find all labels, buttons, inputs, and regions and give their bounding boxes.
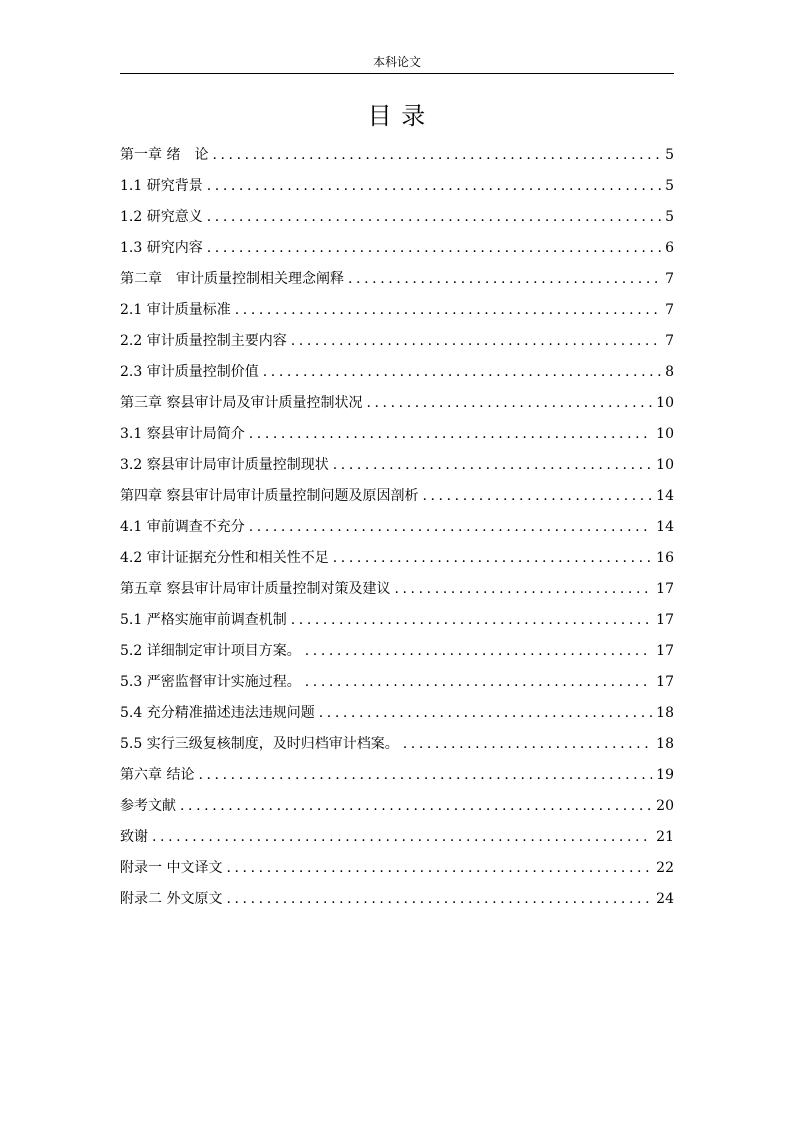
toc-entry-label: 2.2 审计质量控制主要内容 xyxy=(120,333,287,349)
toc-entry[interactable] xyxy=(120,171,674,202)
toc-entry[interactable] xyxy=(120,884,674,915)
toc-entry-label: 2.3 审计质量控制价值 xyxy=(120,364,259,380)
toc-entry-page-number: 10 xyxy=(656,395,674,411)
toc-entry-page-number: 17 xyxy=(656,612,674,628)
toc-entry[interactable] xyxy=(120,729,674,760)
toc-entry[interactable] xyxy=(120,760,674,791)
table-of-contents xyxy=(120,140,674,915)
toc-entry-label: 1.3 研究内容 xyxy=(120,240,203,256)
toc-entry[interactable] xyxy=(120,512,674,543)
toc-entry[interactable] xyxy=(120,543,674,574)
toc-entry-label: 附录二 外文原文 xyxy=(120,891,223,907)
toc-entry-page-number: 14 xyxy=(656,488,674,504)
toc-entry-page-number: 14 xyxy=(656,519,674,535)
toc-entry-page-number: 8 xyxy=(665,364,674,380)
toc-dot-leader xyxy=(207,171,661,202)
toc-entry-label: 5.4 充分精准描述违法违规问题 xyxy=(120,705,315,721)
toc-entry-page-number: 16 xyxy=(656,550,674,566)
toc-dot-leader xyxy=(226,884,652,915)
toc-dot-leader xyxy=(305,667,652,698)
toc-entry-page-number: 5 xyxy=(665,178,674,194)
toc-dot-leader xyxy=(212,140,661,171)
toc-entry[interactable] xyxy=(120,326,674,357)
toc-entry[interactable] xyxy=(120,636,674,667)
toc-entry[interactable] xyxy=(120,853,674,884)
toc-dot-leader xyxy=(249,419,652,450)
toc-entry-label: 3.1 察县审计局简介 xyxy=(120,426,245,442)
toc-entry[interactable] xyxy=(120,791,674,822)
toc-entry-label: 第六章 结论 xyxy=(120,767,195,783)
toc-entry[interactable] xyxy=(120,481,674,512)
toc-entry[interactable] xyxy=(120,233,674,264)
toc-entry-page-number: 20 xyxy=(656,798,674,814)
toc-entry-label: 5.1 严格实施审前调查机制 xyxy=(120,612,287,628)
toc-dot-leader xyxy=(226,853,652,884)
toc-entry[interactable] xyxy=(120,574,674,605)
toc-dot-leader xyxy=(263,357,661,388)
toc-entry-label: 4.2 审计证据充分性和相关性不足 xyxy=(120,550,329,566)
toc-entry-page-number: 24 xyxy=(656,891,674,907)
toc-entry-page-number: 21 xyxy=(656,829,674,845)
toc-entry-label: 5.2 详细制定审计项目方案。 xyxy=(120,643,301,659)
toc-entry[interactable] xyxy=(120,295,674,326)
toc-dot-leader xyxy=(394,574,652,605)
toc-entry-label: 3.2 察县审计局审计质量控制现状 xyxy=(120,457,329,473)
toc-entry[interactable] xyxy=(120,357,674,388)
toc-dot-leader xyxy=(198,760,652,791)
toc-entry-page-number: 6 xyxy=(665,240,674,256)
toc-entry-label: 第三章 察县审计局及审计质量控制状况 xyxy=(120,395,363,411)
toc-entry-page-number: 17 xyxy=(656,581,674,597)
toc-entry-page-number: 7 xyxy=(665,302,674,318)
toc-entry-page-number: 10 xyxy=(656,457,674,473)
toc-entry-label: 第二章 审计质量控制相关理念阐释 xyxy=(120,271,344,287)
toc-entry[interactable] xyxy=(120,450,674,481)
toc-entry-label: 2.1 审计质量标准 xyxy=(120,302,231,318)
toc-entry-label: 参考文献 xyxy=(120,798,176,814)
toc-entry-page-number: 22 xyxy=(656,860,674,876)
toc-entry[interactable] xyxy=(120,202,674,233)
toc-entry-page-number: 18 xyxy=(656,736,674,752)
toc-entry[interactable] xyxy=(120,264,674,295)
toc-entry-page-number: 7 xyxy=(665,271,674,287)
toc-entry-label: 附录一 中文译文 xyxy=(120,860,223,876)
toc-dot-leader xyxy=(348,264,661,295)
toc-entry-label: 第五章 察县审计局审计质量控制对策及建议 xyxy=(120,581,391,597)
toc-entry-page-number: 10 xyxy=(656,426,674,442)
toc-dot-leader xyxy=(291,605,652,636)
toc-dot-leader xyxy=(235,295,661,326)
toc-entry[interactable] xyxy=(120,605,674,636)
toc-dot-leader xyxy=(333,450,652,481)
toc-entry-label: 致谢 xyxy=(120,829,148,845)
toc-dot-leader xyxy=(249,512,652,543)
toc-dot-leader xyxy=(319,698,652,729)
toc-title: 目 录 xyxy=(367,102,427,130)
toc-entry[interactable] xyxy=(120,698,674,729)
toc-entry-page-number: 17 xyxy=(656,643,674,659)
toc-entry-label: 1.1 研究背景 xyxy=(120,178,203,194)
toc-entry-label: 第四章 察县审计局审计质量控制问题及原因剖析 xyxy=(120,488,419,504)
toc-entry[interactable] xyxy=(120,667,674,698)
toc-dot-leader xyxy=(207,202,661,233)
toc-entry-label: 第一章 绪 论 xyxy=(120,147,209,163)
toc-entry[interactable] xyxy=(120,822,674,853)
toc-entry-page-number: 18 xyxy=(656,705,674,721)
toc-entry-page-number: 19 xyxy=(656,767,674,783)
toc-entry-label: 1.2 研究意义 xyxy=(120,209,203,225)
running-header: 本科论文 xyxy=(372,55,421,69)
toc-entry-label: 4.1 审前调查不充分 xyxy=(120,519,245,535)
toc-entry-page-number: 17 xyxy=(656,674,674,690)
toc-entry-page-number: 7 xyxy=(665,333,674,349)
toc-dot-leader xyxy=(152,822,652,853)
toc-dot-leader xyxy=(207,233,661,264)
toc-dot-leader xyxy=(366,388,652,419)
toc-entry[interactable] xyxy=(120,419,674,450)
toc-entry-label: 5.5 实行三级复核制度，及时归档审计档案。 xyxy=(120,736,399,752)
header-rule xyxy=(120,73,674,74)
toc-entry[interactable] xyxy=(120,140,674,171)
toc-dot-leader xyxy=(422,481,652,512)
toc-entry-page-number: 5 xyxy=(665,147,674,163)
toc-dot-leader xyxy=(333,543,652,574)
toc-entry-page-number: 5 xyxy=(665,209,674,225)
toc-dot-leader xyxy=(180,791,652,822)
toc-dot-leader xyxy=(403,729,652,760)
toc-entry[interactable] xyxy=(120,388,674,419)
toc-dot-leader xyxy=(291,326,661,357)
toc-dot-leader xyxy=(305,636,652,667)
toc-entry-label: 5.3 严密监督审计实施过程。 xyxy=(120,674,301,690)
